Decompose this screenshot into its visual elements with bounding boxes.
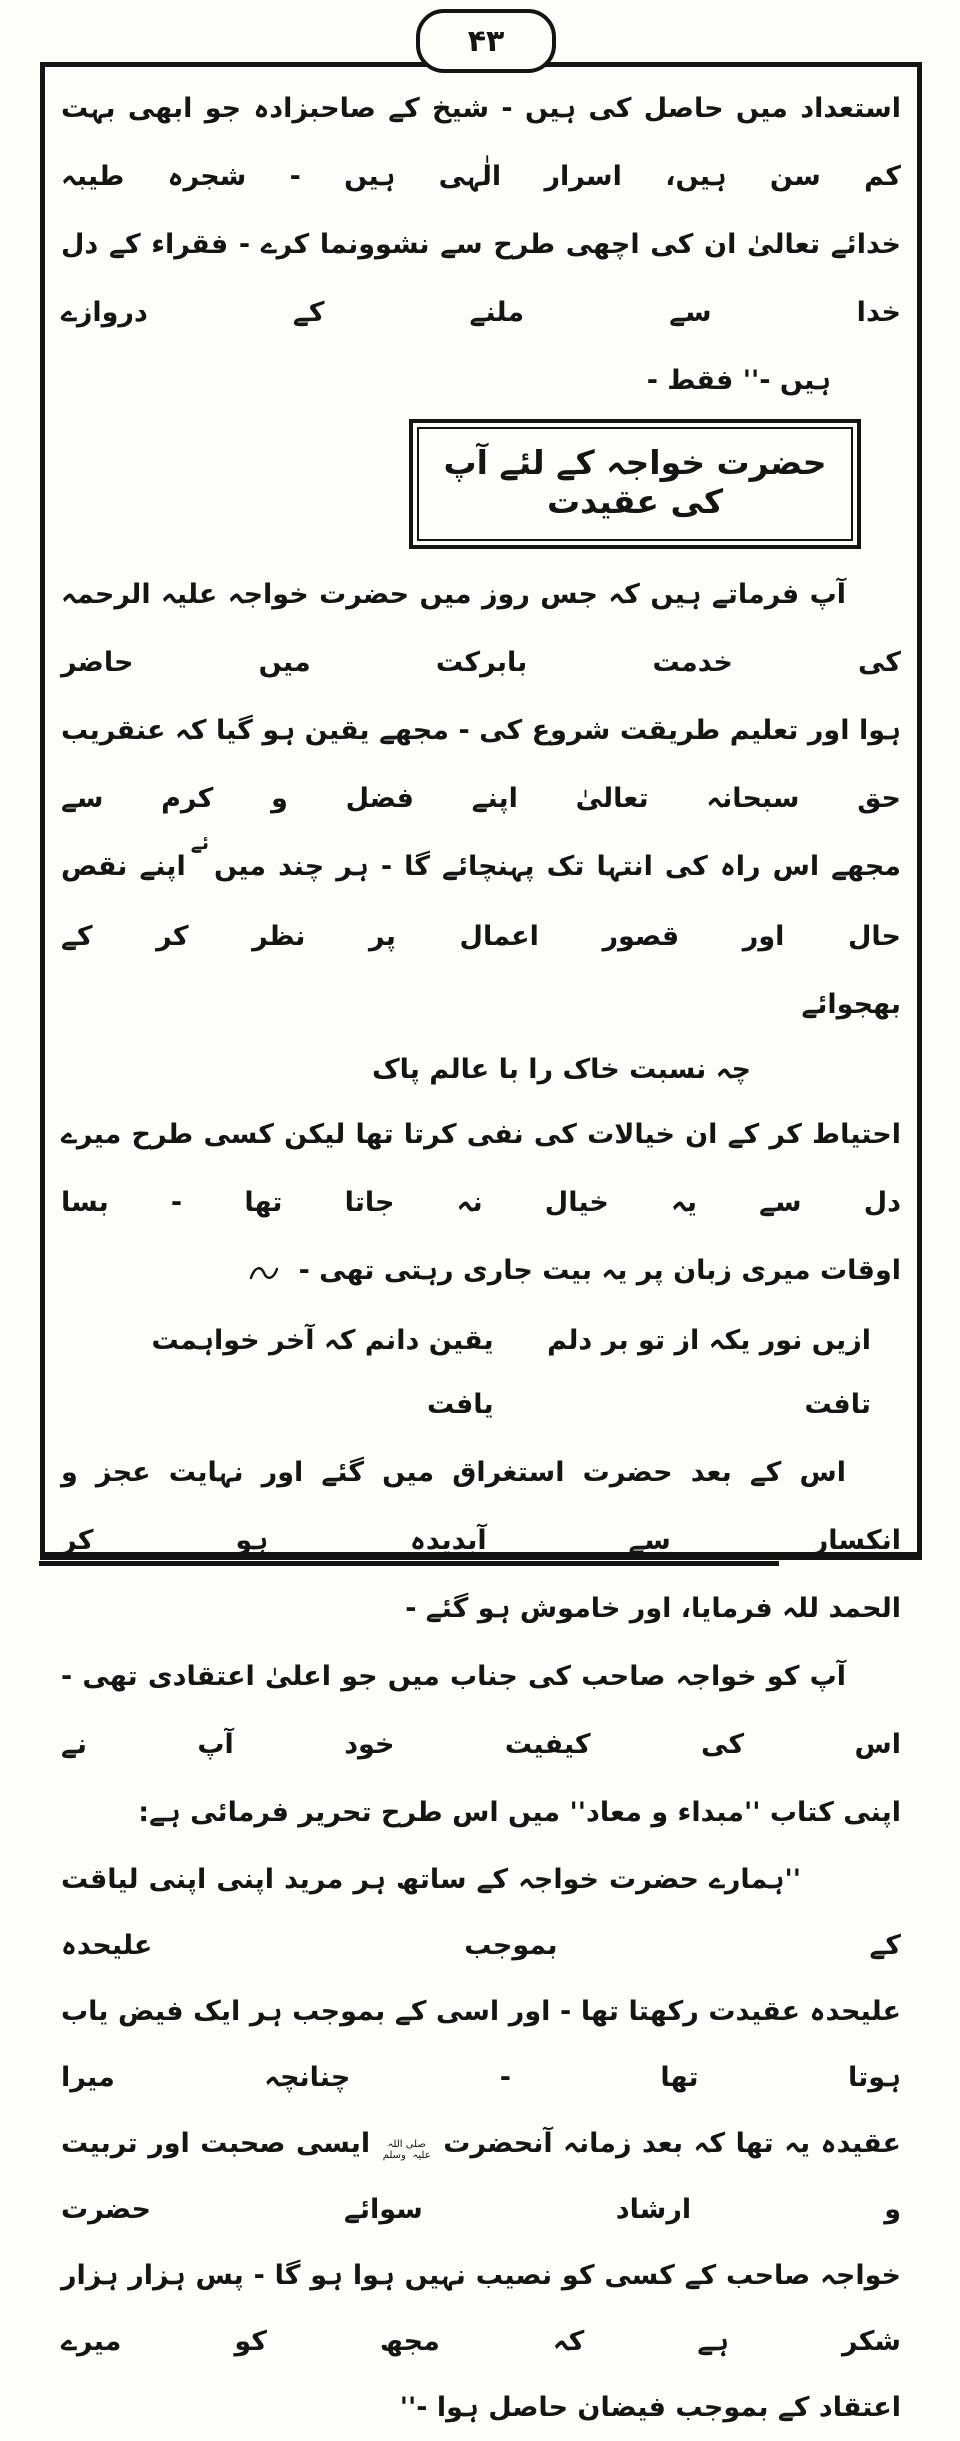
couplet-row [61, 1309, 901, 1437]
text-line [61, 833, 901, 971]
text-line: آپ فرماتے ہیں کہ جس روز میں حضرت خواجہ علیہ الرحمہ کی خدمت بابرکت میں حاضر [61, 579, 901, 678]
text-line [61, 2111, 901, 2243]
bold-phrase: الحمد للہ [782, 1593, 901, 1624]
text-line: اعتقاد کے بموجب فیضان حاصل ہوا -'' [399, 2392, 901, 2423]
text-segment: ایسی صحبت اور تربیت و ارشاد سوائے حضرت [61, 2128, 901, 2225]
text-line: بھجوائے [801, 989, 901, 1020]
paragraph-ehtiyat [61, 1101, 901, 1305]
intro-paragraph [61, 75, 901, 415]
text-line [61, 1575, 901, 1643]
couplet-second-hemistich: یقین دانم کہ آخر خواہمت یافت [151, 1325, 494, 1420]
page-number: ۴۳ [467, 23, 505, 59]
text-line [61, 1779, 901, 1847]
section-heading-inner [417, 427, 853, 541]
section-heading-box [409, 419, 861, 549]
poetic-verse-mark-icon [249, 1263, 279, 1283]
paragraph-kitab [61, 1643, 901, 1847]
persian-verse-line: چہ نسبت خاک را با عالم پاک [371, 1054, 751, 1085]
text-segment: '' میں اس طرح تحریر فرمائی ہے: [138, 1797, 586, 1828]
text-line: آپ کو خواجہ صاحب کی جناب میں جو اعلیٰ اعتقادی تھی - اس کی کیفیت خود آپ نے [61, 1661, 901, 1760]
text-segment: اوقات میری زبان پر یہ بیت جاری رہتی تھی - [298, 1255, 901, 1286]
text-line: علیحدہ عقیدت رکھتا تھا - اور اسی کے بموجب ہر ایک فیض یاب ہوتا تھا - چنانچہ میرا [61, 1996, 901, 2093]
quoted-passage [61, 1847, 901, 2441]
inline-correction-mark: ئے [190, 832, 209, 854]
text-line: احتیاط کر کے ان خیالات کی نفی کرتا تھا لیکن کسی طرح میرے دل سے یہ خیال نہ جاتا تھا - بسا [61, 1119, 901, 1218]
text-line: خواجہ صاحب کے کسی کو نصیب نہیں ہوا ہو گا - پس ہزار ہزار شکر ہے کہ مجھ کو میرے [61, 2260, 901, 2357]
text-segment: عقیدہ یہ تھا کہ بعد زمانہ آنحضرت [443, 2128, 901, 2159]
paragraph-istighraq [61, 1439, 901, 1643]
text-segment: فرمایا، اور خاموش ہو گئے - [405, 1593, 773, 1624]
text-line: ''ہمارے حضرت خواجہ کے ساتھ ہر مرید اپنی اپنی لیاقت کے بموجب علیحدہ [61, 1864, 901, 1961]
text-segment: اپنے نقص حال اور قصور اعمال پر نظر کر کے [61, 851, 901, 952]
salutation-mark: صلی اللہ علیہ وسلم [382, 2139, 431, 2161]
section-heading: حضرت خواجہ کے لئے آپ کی عقیدت [443, 443, 827, 521]
text-segment: اپنی کتاب '' [743, 1797, 901, 1828]
couplet-first-hemistich: ازیں نور یکہ از تو بر دلم تافت [547, 1325, 871, 1420]
paragraph-khidmat [61, 561, 901, 1039]
text-line [61, 1237, 901, 1305]
page-frame [40, 62, 922, 2423]
text-line: اس کے بعد حضرت استغراق میں گئے اور نہایت عجز و انکسار سے آبدیدہ ہو کر [61, 1457, 901, 1556]
text-line: خدائے تعالیٰ ان کی اچھی طرح سے نشوونما کرے - فقراء کے دل خدا سے ملنے کے دروازے [61, 229, 901, 328]
text-segment: مجھے اس راہ کی انتہا تک پہنچائے گا - ہر چند میں [213, 851, 901, 882]
book-title: مبداء و معاد [586, 1797, 744, 1828]
text-line: ہوا اور تعلیم طریقت شروع کی - مجھے یقین ہو گیا کہ عنقریب حق سبحانہ تعالیٰ اپنے فضل و کرم سے [61, 715, 901, 814]
text-line: ہیں -'' فقط - [646, 365, 831, 396]
page-number-badge [416, 9, 556, 73]
text-line: استعداد میں حاصل کی ہیں - شیخ کے صاحبزادہ جو ابھی بہت کم سن ہیں، اسرار الٰہی ہیں - شجرہ طیبہ [61, 93, 901, 192]
